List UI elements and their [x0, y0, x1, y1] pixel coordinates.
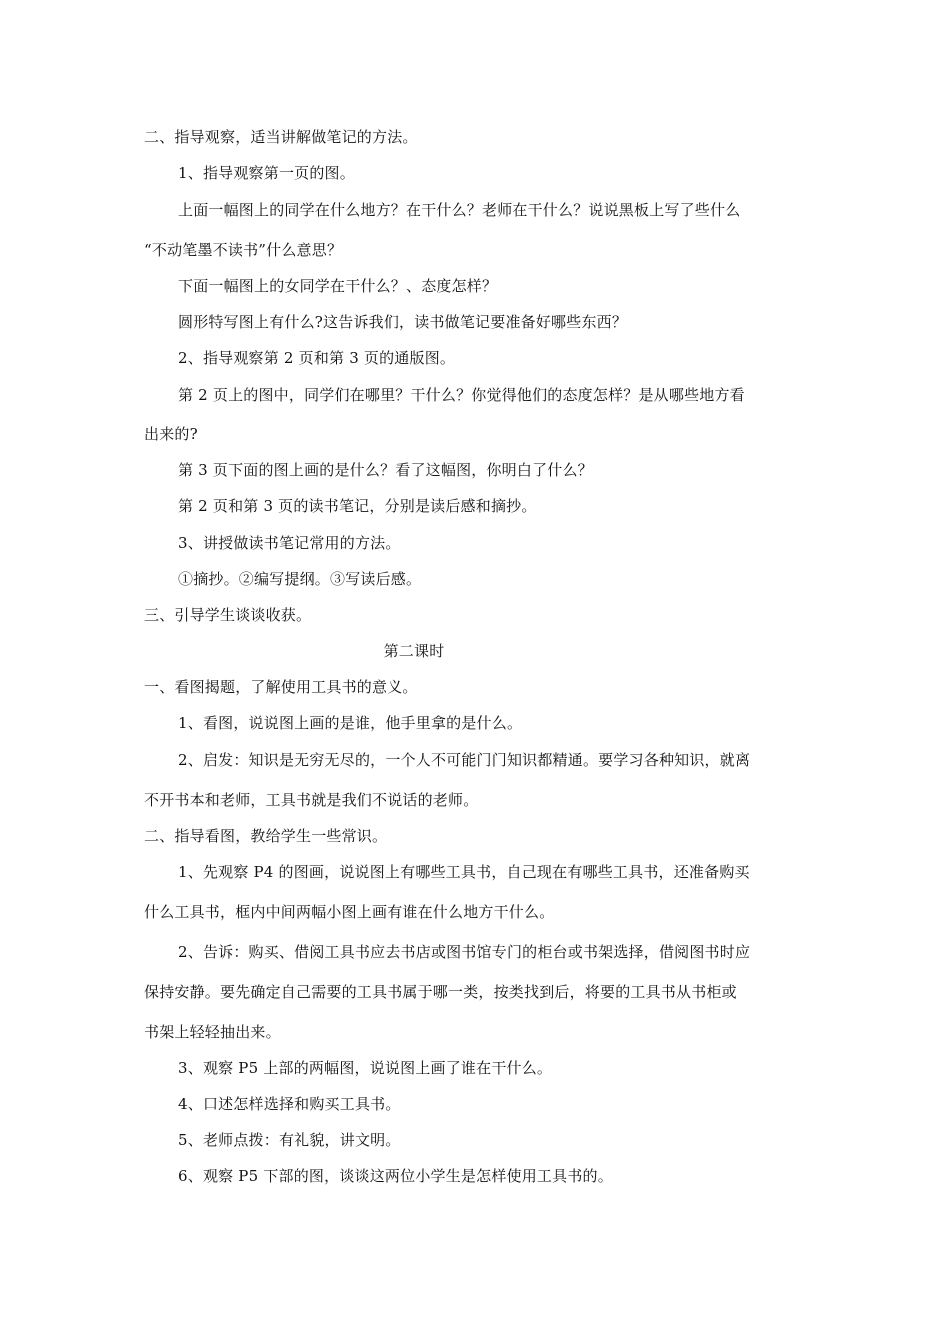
section-heading: 三、引导学生谈谈收获。	[144, 606, 312, 624]
paragraph-line: 1、看图，说说图上画的是谁，他手里拿的是什么。	[178, 714, 523, 732]
paragraph-line: 4、口述怎样选择和购买工具书。	[178, 1095, 401, 1113]
paragraph-line: 3、观察 P5 上部的两幅图，说说图上画了谁在干什么。	[178, 1059, 553, 1077]
paragraph-line: 什么工具书，框内中间两幅小图上画有谁在什么地方干什么。	[144, 903, 555, 921]
section-heading: 二、指导看图，教给学生一些常识。	[144, 827, 388, 845]
section-heading: 二、指导观察，适当讲解做笔记的方法。	[144, 128, 418, 146]
paragraph-line: 6、观察 P5 下部的图，谈谈这两位小学生是怎样使用工具书的。	[178, 1167, 613, 1185]
section-heading: 一、看图揭题，了解使用工具书的意义。	[144, 678, 418, 696]
paragraph-line: 3、讲授做读书笔记常用的方法。	[178, 534, 401, 552]
paragraph-line: 书架上轻轻抽出来。	[144, 1023, 281, 1041]
paragraph-line: 2、启发：知识是无穷无尽的，一个人不可能门门知识都精通。要学习各种知识，就离	[178, 751, 751, 769]
paragraph-line: 1、先观察 P4 的图画，说说图上有哪些工具书，自己现在有哪些工具书，还准备购买	[178, 863, 750, 881]
paragraph-line: 圆形特写图上有什么?这告诉我们，读书做笔记要准备好哪些东西？	[178, 313, 628, 331]
paragraph-line: 1、指导观察第一页的图。	[178, 164, 355, 182]
paragraph-line: 第 3 页下面的图上画的是什么？看了这幅图，你明白了什么？	[178, 461, 593, 479]
paragraph-line: 第 2 页和第 3 页的读书笔记，分别是读后感和摘抄。	[178, 497, 537, 515]
paragraph-line: “不动笔墨不读书”什么意思？	[144, 241, 343, 259]
paragraph-line: 下面一幅图上的女同学在干什么？、态度怎样？	[178, 277, 498, 295]
paragraph-line: 2、指导观察第 2 页和第 3 页的通版图。	[178, 349, 456, 367]
paragraph-line: 第 2 页上的图中，同学们在哪里？干什么？你觉得他们的态度怎样？是从哪些地方看	[178, 386, 745, 404]
paragraph-line: 上面一幅图上的同学在什么地方？在干什么？老师在干什么？说说黑板上写了些什么	[178, 201, 741, 219]
paragraph-line: ①摘抄。②编写提纲。③写读后感。	[178, 570, 422, 588]
lesson-title: 第二课时	[383, 642, 445, 660]
paragraph-line: 不开书本和老师，工具书就是我们不说话的老师。	[144, 791, 479, 809]
paragraph-line: 5、老师点拨：有礼貌，讲文明。	[178, 1131, 401, 1149]
paragraph-line: 出来的?	[144, 425, 198, 443]
paragraph-line: 保持安静。要先确定自己需要的工具书属于哪一类，按类找到后，将要的工具书从书柜或	[144, 983, 737, 1001]
paragraph-line: 2、告诉：购买、借阅工具书应去书店或图书馆专门的柜台或书架选择，借阅图书时应	[178, 943, 751, 961]
